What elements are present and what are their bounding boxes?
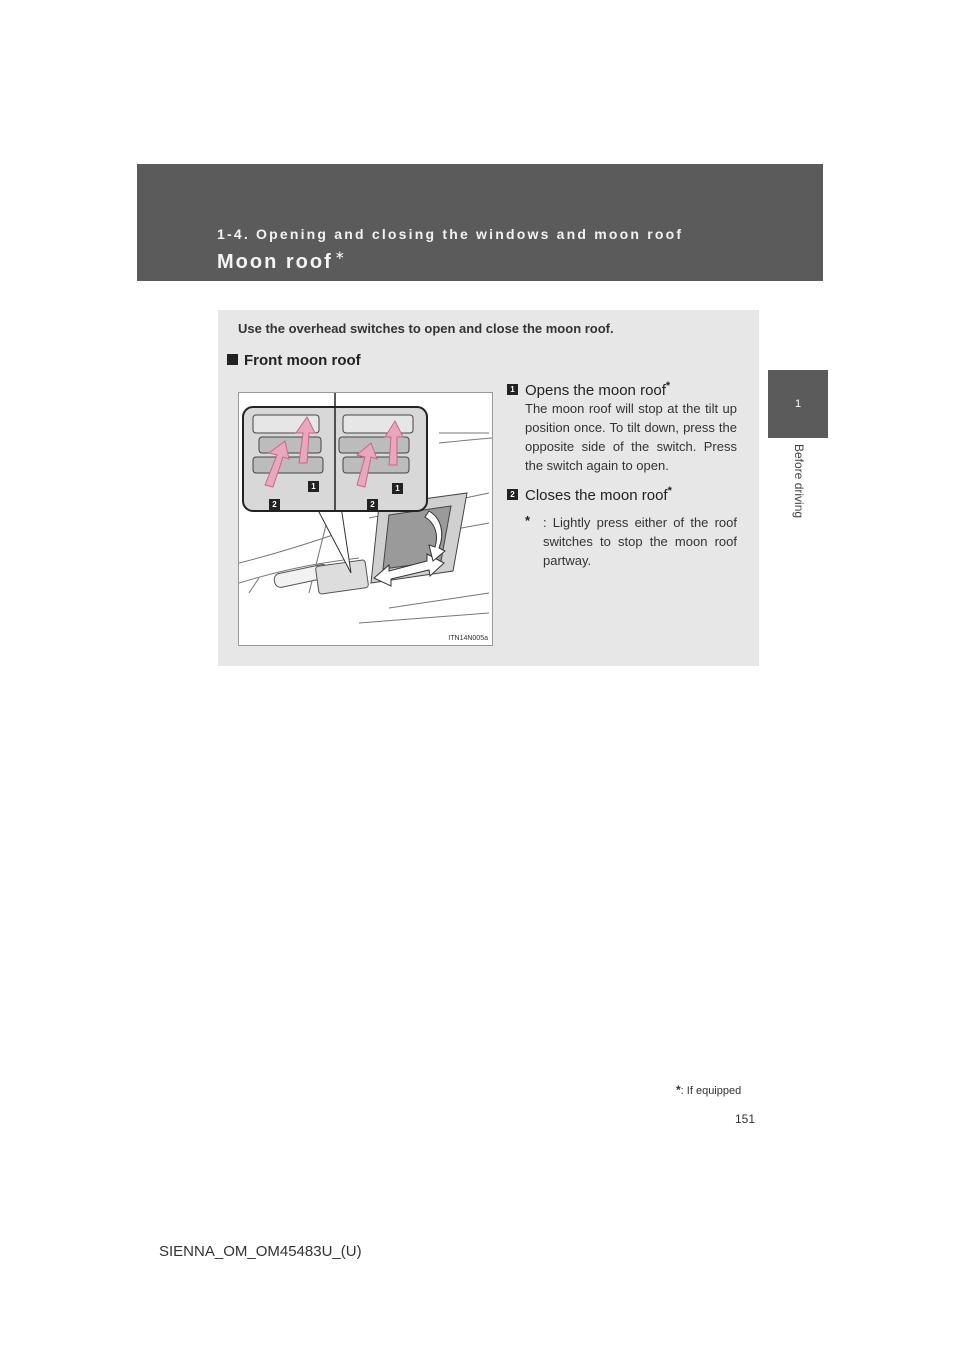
number-2-badge: 2: [507, 489, 518, 500]
moon-roof-illustration: [238, 392, 493, 646]
page-title-text: Moon roof: [217, 251, 333, 273]
description-column: [507, 380, 737, 570]
content-box: [218, 310, 759, 666]
footnote-mark: *: [676, 1083, 681, 1097]
page-title: [217, 248, 345, 274]
illustration-code: ITN14N005a: [448, 635, 488, 642]
item2-mark: *: [667, 485, 672, 497]
intro-text: Use the overhead switches to open and close the moon roof.: [238, 321, 614, 336]
item1-mark: *: [665, 380, 671, 392]
note: [507, 513, 737, 570]
item2-heading: [507, 485, 737, 504]
item1-heading-text: Opens the moon roof: [525, 382, 666, 399]
item1-body: The moon roof will stop at the tilt up position once. To tilt down, press the opposite side of the switch. Press the switch again to open.: [525, 401, 737, 473]
page-number: 151: [735, 1112, 756, 1126]
number-1-badge: 1: [507, 384, 518, 395]
chapter-label: Before driving: [792, 444, 806, 519]
footer-code: SIENNA_OM_OM45483U_(U): [159, 1243, 362, 1260]
callout-1-right: 1: [392, 483, 403, 494]
callout-2-right: 2: [367, 499, 378, 510]
section-title: 1-4. Opening and closing the windows and moon roof: [217, 226, 684, 242]
item1-heading: [507, 380, 737, 399]
footnote: [676, 1083, 741, 1097]
callout-1-left: 1: [308, 481, 319, 492]
equipment-mark: ∗: [334, 248, 345, 262]
subheading: [227, 352, 361, 369]
item2-heading-text: Closes the moon roof: [525, 487, 668, 504]
footnote-text: : If equipped: [680, 1085, 742, 1097]
note-text: : Lightly press either of the roof switches to stop the moon roof partway.: [543, 515, 737, 568]
note-mark: *: [525, 513, 531, 528]
chapter-tab: 1: [768, 370, 828, 438]
moon-roof-drawing: [239, 393, 492, 645]
subheading-text: Front moon roof: [244, 352, 361, 369]
square-bullet-icon: [227, 354, 238, 365]
callout-2-left: 2: [269, 499, 280, 510]
header-band: [137, 164, 823, 281]
